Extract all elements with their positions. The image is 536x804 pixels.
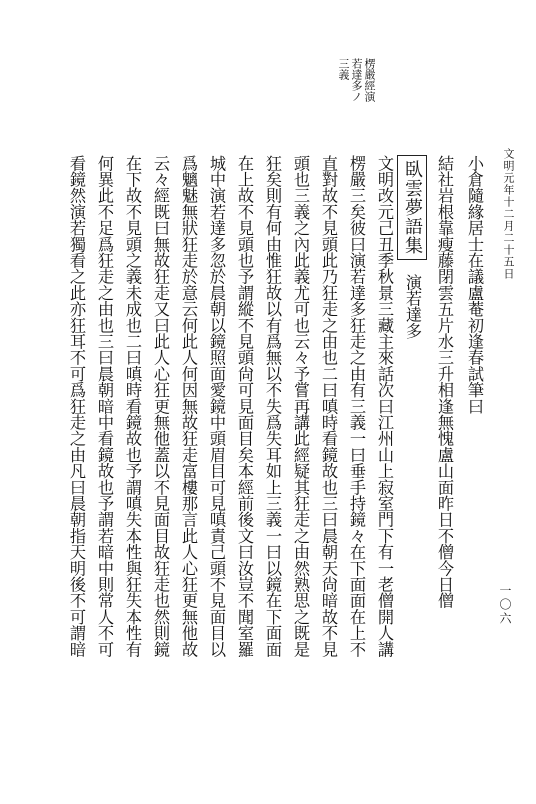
text-column: 小倉隨緣居士在議盧菴初逢春試筆曰 bbox=[465, 155, 484, 415]
text-column: 頭也三義之內此義尤可也云々予嘗再講此經疑其狂走之由然熟思之既是 bbox=[291, 155, 310, 658]
text-column: 直對故不見頭此乃狂走之由也二曰嗔時看鏡故也三曰晨朝天尙暗故不見 bbox=[319, 155, 338, 658]
page-number: 一〇六 bbox=[498, 584, 512, 626]
margin-gloss-line: 三義 bbox=[337, 58, 350, 80]
text-column: 爲魑魅無狀狂走於意云何此人何因無故狂走富樓那言此人心狂更無他故 bbox=[179, 155, 198, 658]
margin-gloss-line: 楞嚴經演 bbox=[363, 58, 376, 102]
margin-gloss-line: 若達多ノ bbox=[350, 58, 363, 102]
text-column: 在上故不見頭也予謂縱不見頭尙可見面目矣本經前後文曰汝豈不聞室羅 bbox=[235, 155, 254, 658]
heading-column bbox=[397, 155, 427, 375]
text-column: 文明改元己丑季秋景三藏主來話次曰江州山上寂室門下有一老僧開人講 bbox=[375, 155, 394, 658]
text-column: 狂矣則有何由惟狂故以有爲無以不失爲失耳如上三義一曰以鏡在下面面 bbox=[263, 155, 282, 658]
text-column: 楞嚴三矣彼曰演若達多狂走之由有三義一曰垂手持鏡々在下面面在上不 bbox=[347, 155, 366, 658]
text-column: 在下故不見頭之義未成也二曰嗔時看鏡故也予謂嗔失本性與狂失本性有 bbox=[123, 155, 142, 658]
text-column: 何異此不足爲狂走之由也三曰晨朝暗中看鏡故也予謂若暗中則常人不可 bbox=[95, 155, 114, 658]
section-title: 演若達多 bbox=[403, 274, 422, 339]
text-column: 看鏡然演若獨看之此亦狂耳不可爲狂走之由凡曰晨朝指天明後不可謂暗 bbox=[67, 155, 86, 658]
text-column: 結社岩根靠瘦藤閉雲五片水三升相逢無愧盧山面昨日不僧今日僧 bbox=[435, 155, 454, 609]
header-date: 文明元年十二月二十五日 bbox=[502, 148, 515, 280]
text-column: 云々經既曰無故狂走又曰此人心狂更無他蓋以不見面目故狂走也然則鏡 bbox=[151, 155, 170, 658]
work-title: 臥雲夢語集 bbox=[397, 155, 427, 260]
text-column: 城中演若達多忽於晨朝以鏡照面愛鏡中頭眉目可見嗔責己頭不見面目以 bbox=[207, 155, 226, 658]
